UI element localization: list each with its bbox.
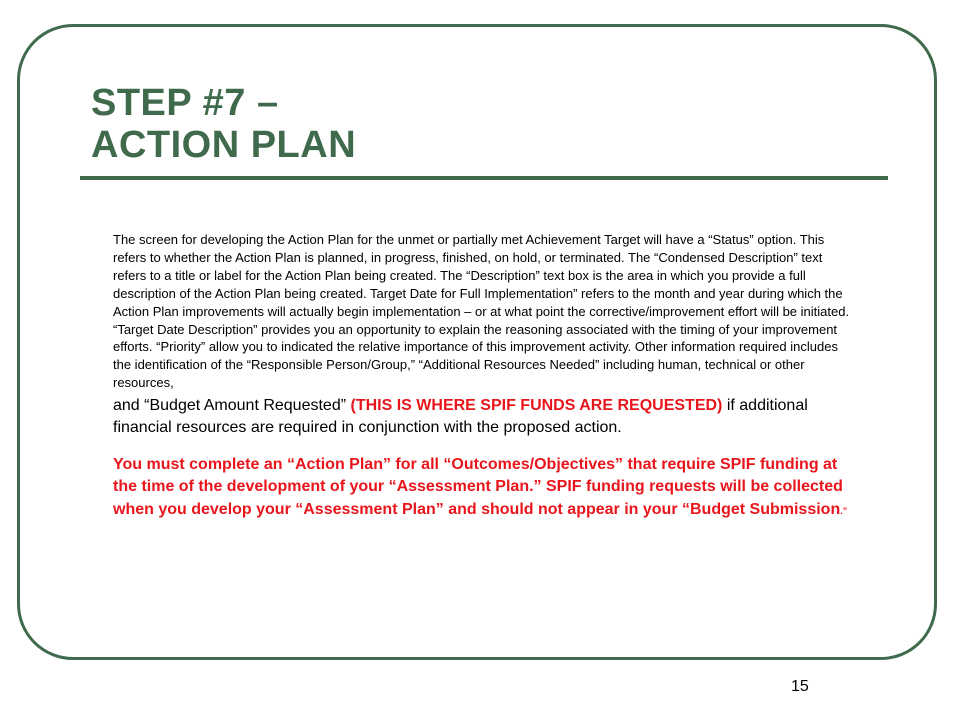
budget-paragraph — [113, 395, 855, 438]
title-divider — [80, 176, 888, 180]
budget-text-tail: if additional financial resources are required in conjunction with the proposed action. — [113, 397, 808, 436]
warning-text-end: .” — [840, 505, 848, 516]
slide-title — [91, 82, 356, 166]
slide-title-line-1: STEP #7 – — [91, 82, 279, 124]
budget-text-lead: and “Budget Amount Requested” — [113, 397, 351, 415]
slide-content — [113, 231, 855, 522]
instructions-paragraph: The screen for developing the Action Plan for the unmet or partially met Achievement Target will have a “Status” option. This refers to whether the Action Plan is planned, in progress, finished, on hold, or terminated. The “Condensed Description” text refers to a title or label for the Action Plan being created. The “Description” text box is the area in which you provide a full description of the Action Plan being created. Target Date for Full Implementation” refers to the month and year during which the Action Plan improvements will actually begin implementation – or at what point the corrective/improvement effort will be initiated. “Target Date Description” provides you an opportunity to explain the reasoning associated with the timing of your improvement efforts. “Priority” allow you to indicated the relative importance of this improvement activity. Other information required includes the identification of the “Responsible Person/Group,” “Additional Resources Needed” including human, technical or other resources, — [113, 232, 850, 391]
slide-title-line-2: ACTION PLAN — [91, 124, 357, 166]
page-number: 15 — [791, 678, 809, 695]
warning-text: You must complete an “Action Plan” for all “Outcomes/Objectives” that require SPIF funding at the time of the development of your “Assessment Plan.” SPIF funding requests will be collected when you develop your “Assessment Plan” and should not appear in your “Budget Submission — [113, 456, 843, 518]
spif-notice: (THIS IS WHERE SPIF FUNDS ARE REQUESTED) — [350, 397, 723, 415]
warning-paragraph — [113, 454, 855, 522]
